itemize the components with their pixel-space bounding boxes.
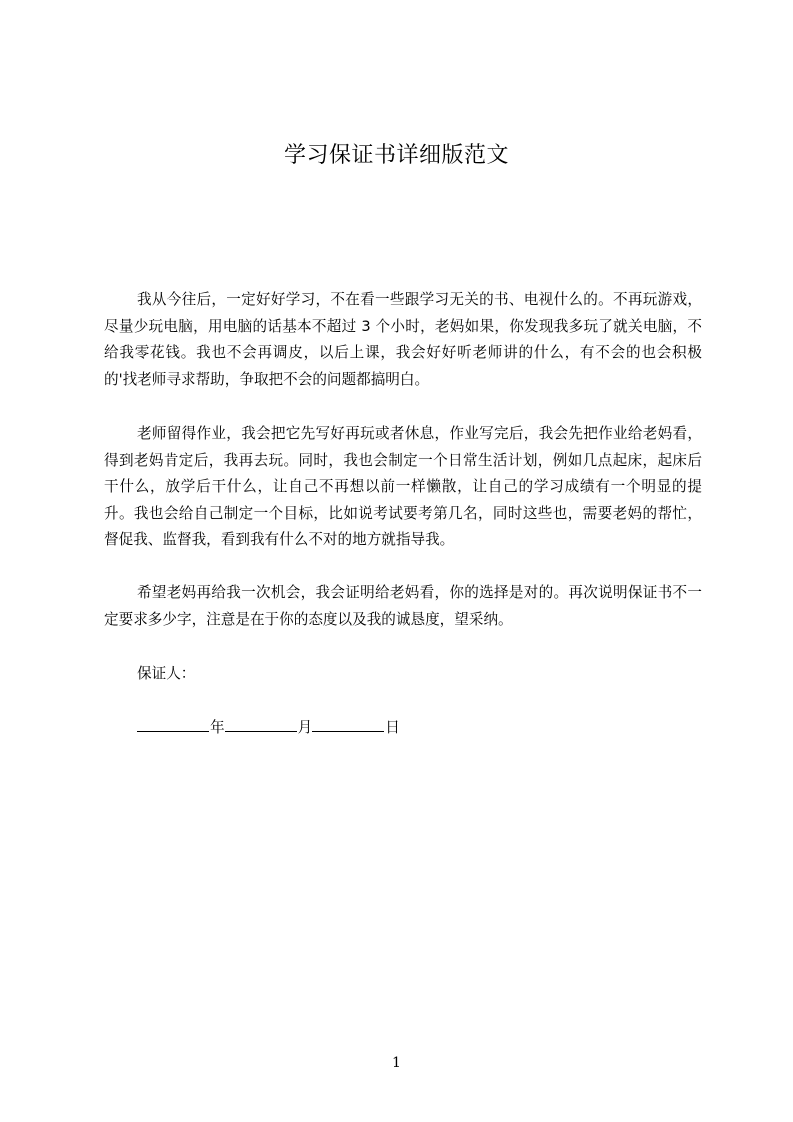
paragraph-2: 老师留得作业，我会把它先写好再玩或者休息，作业写完后，我会先把作业给老妈看，得到老妈肯定后，我再去玩。同时，我也会制定一个日常生活计划，例如几点起床，起床后干什么，放学后干什么，让自己不再想以前一样懒散，让自己的学习成绩有一个明显的提升。我也会给自己制定一个目标，比如说考试要考第几名，同时这些也，需要老妈的帮忙，督促我、监督我，看到我有什么不对的地方就指导我。 bbox=[104, 425, 702, 548]
day-label: 日 bbox=[385, 719, 400, 736]
date-line bbox=[137, 715, 400, 741]
month-label: 月 bbox=[297, 719, 313, 736]
paragraph-3: 希望老妈再给我一次机会，我会证明给老妈看，你的选择是对的。再次说明保证书不一定要求多少字，注意是在于你的态度以及我的诚恳度，望采纳。 bbox=[104, 584, 702, 628]
year-label: 年 bbox=[210, 719, 225, 736]
paragraph-1: 我从今往后，一定好好学习，不在看一些跟学习无关的书、电视什么的。不再玩游戏，尽量少玩电脑，用电脑的话基本不超过 3 个小时，老妈如果，你发现我多玩了就关电脑，不给我零花钱。我也不会再调皮，以后上课，我会好好听老师讲的什么，有不会的也会积极的'找老师寻求帮助，争取把不会的问题都搞明白。 bbox=[104, 291, 702, 388]
day-blank bbox=[312, 715, 384, 732]
month-blank bbox=[225, 715, 297, 732]
guarantor-label: 保证人： bbox=[137, 665, 196, 682]
page-number: 1 bbox=[392, 1055, 401, 1071]
document-title: 学习保证书详细版范文 bbox=[283, 143, 509, 168]
year-blank bbox=[137, 715, 209, 732]
